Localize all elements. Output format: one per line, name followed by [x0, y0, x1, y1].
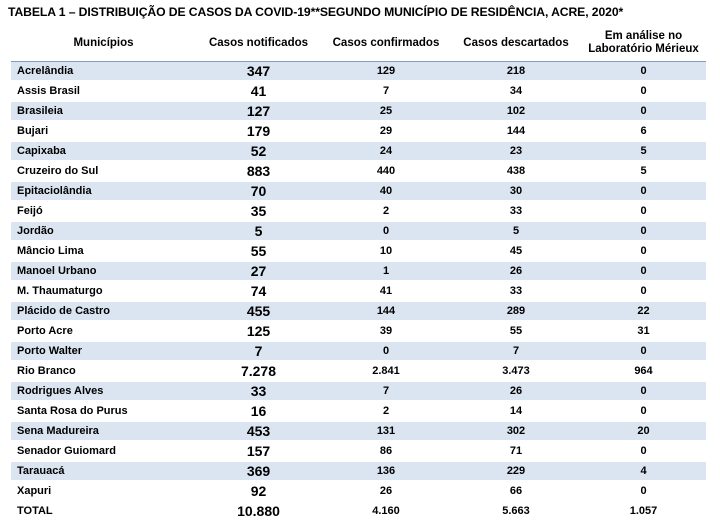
cell-descartados: 229	[451, 461, 581, 481]
cell-descartados: 7	[451, 341, 581, 361]
cell-confirmados: 7	[321, 381, 451, 401]
cell-descartados: 33	[451, 201, 581, 221]
cell-confirmados: 1	[321, 261, 451, 281]
cell-municipio: Assis Brasil	[11, 81, 196, 101]
cell-confirmados: 41	[321, 281, 451, 301]
table-row	[11, 341, 706, 361]
cell-descartados: 26	[451, 261, 581, 281]
cell-analise: 0	[581, 181, 706, 201]
cell-municipio: M. Thaumaturgo	[11, 281, 196, 301]
cell-analise: 0	[581, 241, 706, 261]
header-analise-line2: Laboratório Mérieux	[588, 43, 699, 55]
cell-analise: 4	[581, 461, 706, 481]
cell-municipio: Jordão	[11, 221, 196, 241]
cell-municipio: Feijó	[11, 201, 196, 221]
cell-descartados: 33	[451, 281, 581, 301]
cell-municipio: Santa Rosa do Purus	[11, 401, 196, 421]
cell-municipio: Bujari	[11, 121, 196, 141]
cell-descartados: 55	[451, 321, 581, 341]
cell-notificados: 55	[196, 241, 321, 261]
cell-municipio: Sena Madureira	[11, 421, 196, 441]
table-header	[11, 25, 706, 62]
table-row	[11, 281, 706, 301]
cell-analise: 5	[581, 141, 706, 161]
cell-confirmados: 129	[321, 62, 451, 82]
cell-analise: 0	[581, 101, 706, 121]
cell-confirmados: 25	[321, 101, 451, 121]
cell-notificados: 883	[196, 161, 321, 181]
cell-municipio: Tarauacá	[11, 461, 196, 481]
header-municipio: Municípios	[11, 25, 196, 62]
cell-municipio: Rodrigues Alves	[11, 381, 196, 401]
cell-analise: 20	[581, 421, 706, 441]
cell-descartados: 102	[451, 101, 581, 121]
cell-notificados: 453	[196, 421, 321, 441]
cell-descartados: 438	[451, 161, 581, 181]
table-row	[11, 221, 706, 241]
cell-notificados: 35	[196, 201, 321, 221]
total-row	[11, 501, 706, 521]
header-notificados: Casos notificados	[196, 25, 321, 62]
cell-confirmados: 26	[321, 481, 451, 501]
cell-analise: 0	[581, 281, 706, 301]
cell-confirmados: 29	[321, 121, 451, 141]
cell-notificados: 7	[196, 341, 321, 361]
cell-notificados: 74	[196, 281, 321, 301]
cell-municipio: Senador Guiomard	[11, 441, 196, 461]
cell-municipio: Brasileia	[11, 101, 196, 121]
header-descartados: Casos descartados	[451, 25, 581, 62]
cell-notificados: 127	[196, 101, 321, 121]
cell-analise: 6	[581, 121, 706, 141]
total-descartados: 5.663	[451, 501, 581, 521]
table-title: TABELA 1 – DISTRIBUIÇÃO DE CASOS DA COVID-19**SEGUNDO MUNICÍPIO DE RESIDÊNCIA, ACRE, 2020*	[8, 5, 624, 19]
cell-confirmados: 86	[321, 441, 451, 461]
cell-confirmados: 0	[321, 341, 451, 361]
cell-analise: 0	[581, 481, 706, 501]
cell-municipio: Capixaba	[11, 141, 196, 161]
cell-analise: 0	[581, 221, 706, 241]
cell-analise: 0	[581, 261, 706, 281]
cell-analise: 0	[581, 401, 706, 421]
table-row	[11, 201, 706, 221]
cell-municipio: Porto Acre	[11, 321, 196, 341]
cell-municipio: Cruzeiro do Sul	[11, 161, 196, 181]
cell-descartados: 71	[451, 441, 581, 461]
cell-notificados: 7.278	[196, 361, 321, 381]
cell-analise: 0	[581, 62, 706, 82]
table-row	[11, 161, 706, 181]
cell-descartados: 14	[451, 401, 581, 421]
cell-analise: 22	[581, 301, 706, 321]
cell-confirmados: 144	[321, 301, 451, 321]
cell-analise: 964	[581, 361, 706, 381]
table-row	[11, 261, 706, 281]
table-row	[11, 301, 706, 321]
table-row	[11, 241, 706, 261]
cell-analise: 31	[581, 321, 706, 341]
table-row	[11, 121, 706, 141]
cell-confirmados: 7	[321, 81, 451, 101]
cell-notificados: 347	[196, 62, 321, 82]
cell-municipio: Manoel Urbano	[11, 261, 196, 281]
cell-notificados: 16	[196, 401, 321, 421]
cell-confirmados: 131	[321, 421, 451, 441]
cell-notificados: 455	[196, 301, 321, 321]
cell-notificados: 52	[196, 141, 321, 161]
cell-analise: 0	[581, 381, 706, 401]
cell-notificados: 27	[196, 261, 321, 281]
cell-notificados: 70	[196, 181, 321, 201]
cell-notificados: 92	[196, 481, 321, 501]
cell-confirmados: 40	[321, 181, 451, 201]
cell-notificados: 41	[196, 81, 321, 101]
table-row	[11, 461, 706, 481]
cell-descartados: 66	[451, 481, 581, 501]
cell-confirmados: 2	[321, 401, 451, 421]
table-row	[11, 101, 706, 121]
cell-notificados: 369	[196, 461, 321, 481]
cell-notificados: 5	[196, 221, 321, 241]
cell-confirmados: 2.841	[321, 361, 451, 381]
cell-confirmados: 10	[321, 241, 451, 261]
cell-confirmados: 440	[321, 161, 451, 181]
covid-cases-table	[11, 25, 706, 522]
cell-confirmados: 2	[321, 201, 451, 221]
table-row	[11, 361, 706, 381]
table-row	[11, 421, 706, 441]
cell-confirmados: 24	[321, 141, 451, 161]
header-analise-line1: Em análise no	[604, 30, 683, 42]
header-confirmados: Casos confirmados	[321, 25, 451, 62]
cell-descartados: 5	[451, 221, 581, 241]
cell-confirmados: 0	[321, 221, 451, 241]
cell-descartados: 3.473	[451, 361, 581, 381]
cell-confirmados: 39	[321, 321, 451, 341]
total-analise: 1.057	[581, 501, 706, 521]
cell-analise: 0	[581, 201, 706, 221]
cell-descartados: 34	[451, 81, 581, 101]
cell-descartados: 302	[451, 421, 581, 441]
cell-analise: 0	[581, 341, 706, 361]
cell-notificados: 157	[196, 441, 321, 461]
cell-municipio: Acrelândia	[11, 62, 196, 82]
cell-descartados: 289	[451, 301, 581, 321]
cell-descartados: 218	[451, 62, 581, 82]
table-row	[11, 441, 706, 461]
table-body	[11, 62, 706, 522]
cell-descartados: 30	[451, 181, 581, 201]
cell-descartados: 45	[451, 241, 581, 261]
total-confirmados: 4.160	[321, 501, 451, 521]
header-analise	[581, 25, 706, 62]
table-row	[11, 381, 706, 401]
total-notificados: 10.880	[196, 501, 321, 521]
cell-municipio: Xapuri	[11, 481, 196, 501]
cell-notificados: 33	[196, 381, 321, 401]
cell-descartados: 144	[451, 121, 581, 141]
table-row	[11, 481, 706, 501]
cell-notificados: 125	[196, 321, 321, 341]
cell-analise: 5	[581, 161, 706, 181]
cell-municipio: Plácido de Castro	[11, 301, 196, 321]
table-row	[11, 321, 706, 341]
cell-notificados: 179	[196, 121, 321, 141]
cell-confirmados: 136	[321, 461, 451, 481]
table-row	[11, 401, 706, 421]
cell-analise: 0	[581, 81, 706, 101]
table-row	[11, 62, 706, 82]
cell-descartados: 23	[451, 141, 581, 161]
cell-descartados: 26	[451, 381, 581, 401]
cell-municipio: Porto Walter	[11, 341, 196, 361]
header-row	[11, 25, 706, 62]
cell-municipio: Rio Branco	[11, 361, 196, 381]
table-row	[11, 141, 706, 161]
table-row	[11, 81, 706, 101]
total-label: TOTAL	[11, 501, 196, 521]
cell-analise: 0	[581, 441, 706, 461]
table-row	[11, 181, 706, 201]
cell-municipio: Epitaciolândia	[11, 181, 196, 201]
cell-municipio: Mâncio Lima	[11, 241, 196, 261]
